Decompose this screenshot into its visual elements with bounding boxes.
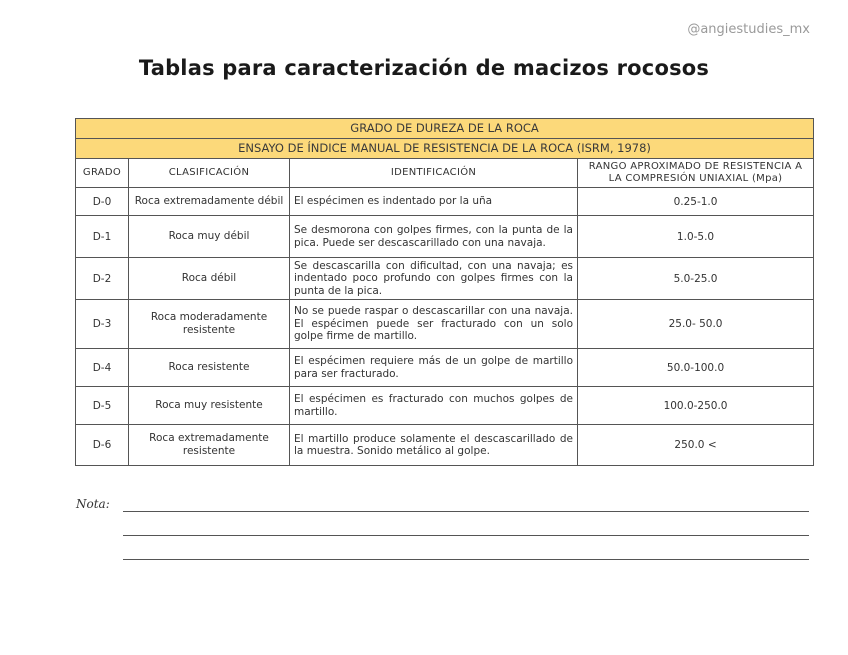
cell-rango: 250.0 < bbox=[578, 425, 814, 466]
rock-hardness-table bbox=[75, 118, 814, 466]
cell-rango: 100.0-250.0 bbox=[578, 387, 814, 425]
cell-rango: 5.0-25.0 bbox=[578, 258, 814, 300]
cell-clasificacion: Roca muy débil bbox=[129, 216, 290, 258]
cell-grado: D-6 bbox=[76, 425, 129, 466]
cell-rango: 1.0-5.0 bbox=[578, 216, 814, 258]
table-title-line-1: GRADO DE DUREZA DE LA ROCA bbox=[76, 119, 814, 139]
nota-line-2 bbox=[123, 535, 809, 536]
table-row bbox=[76, 349, 814, 387]
table-row bbox=[76, 258, 814, 300]
cell-clasificacion: Roca muy resistente bbox=[129, 387, 290, 425]
cell-grado: D-3 bbox=[76, 300, 129, 349]
author-handle: @angiestudies_mx bbox=[687, 22, 810, 37]
table-title-row-1 bbox=[76, 119, 814, 139]
page-title: Tablas para caracterización de macizos rocosos bbox=[138, 56, 710, 80]
cell-identificacion: El martillo produce solamente el descascarillado de la muestra. Sonido metálico al golpe. bbox=[290, 425, 578, 466]
cell-rango: 50.0-100.0 bbox=[578, 349, 814, 387]
nota-line-3 bbox=[123, 559, 809, 560]
table-row bbox=[76, 387, 814, 425]
cell-grado: D-1 bbox=[76, 216, 129, 258]
table-row bbox=[76, 216, 814, 258]
nota-label: Nota: bbox=[76, 497, 110, 511]
header-rango: RANGO APROXIMADO DE RESISTENCIA A LA COMPRESIÓN UNIAXIAL (Mpa) bbox=[578, 159, 814, 188]
table-row bbox=[76, 300, 814, 349]
cell-clasificacion: Roca resistente bbox=[129, 349, 290, 387]
cell-identificacion: El espécimen es indentado por la uña bbox=[290, 188, 578, 216]
cell-clasificacion: Roca moderadamente resistente bbox=[129, 300, 290, 349]
table-header-row bbox=[76, 159, 814, 188]
cell-identificacion: Se desmorona con golpes firmes, con la punta de la pica. Puede ser descascarillado con una navaja. bbox=[290, 216, 578, 258]
cell-identificacion: El espécimen es fracturado con muchos golpes de martillo. bbox=[290, 387, 578, 425]
cell-identificacion: Se descascarilla con dificultad, con una navaja; es indentado poco profundo con golpes firmes con la punta de la pica. bbox=[290, 258, 578, 300]
table-title-row-2 bbox=[76, 139, 814, 159]
table-title-line-2: ENSAYO DE ÍNDICE MANUAL DE RESISTENCIA DE LA ROCA (ISRM, 1978) bbox=[76, 139, 814, 159]
table-row bbox=[76, 188, 814, 216]
cell-grado: D-0 bbox=[76, 188, 129, 216]
cell-clasificacion: Roca extremadamente débil bbox=[129, 188, 290, 216]
cell-identificacion: El espécimen requiere más de un golpe de martillo para ser fracturado. bbox=[290, 349, 578, 387]
table-row bbox=[76, 425, 814, 466]
cell-grado: D-4 bbox=[76, 349, 129, 387]
cell-clasificacion: Roca extremadamente resistente bbox=[129, 425, 290, 466]
nota-line-1 bbox=[123, 511, 809, 512]
cell-grado: D-5 bbox=[76, 387, 129, 425]
header-clasificacion: CLASIFICACIÓN bbox=[129, 159, 290, 188]
cell-grado: D-2 bbox=[76, 258, 129, 300]
cell-clasificacion: Roca débil bbox=[129, 258, 290, 300]
cell-rango: 0.25-1.0 bbox=[578, 188, 814, 216]
header-grado: GRADO bbox=[76, 159, 129, 188]
cell-identificacion: No se puede raspar o descascarillar con una navaja. El espécimen puede ser fracturado con un solo golpe firme de martillo. bbox=[290, 300, 578, 349]
header-identificacion: IDENTIFICACIÓN bbox=[290, 159, 578, 188]
cell-rango: 25.0- 50.0 bbox=[578, 300, 814, 349]
